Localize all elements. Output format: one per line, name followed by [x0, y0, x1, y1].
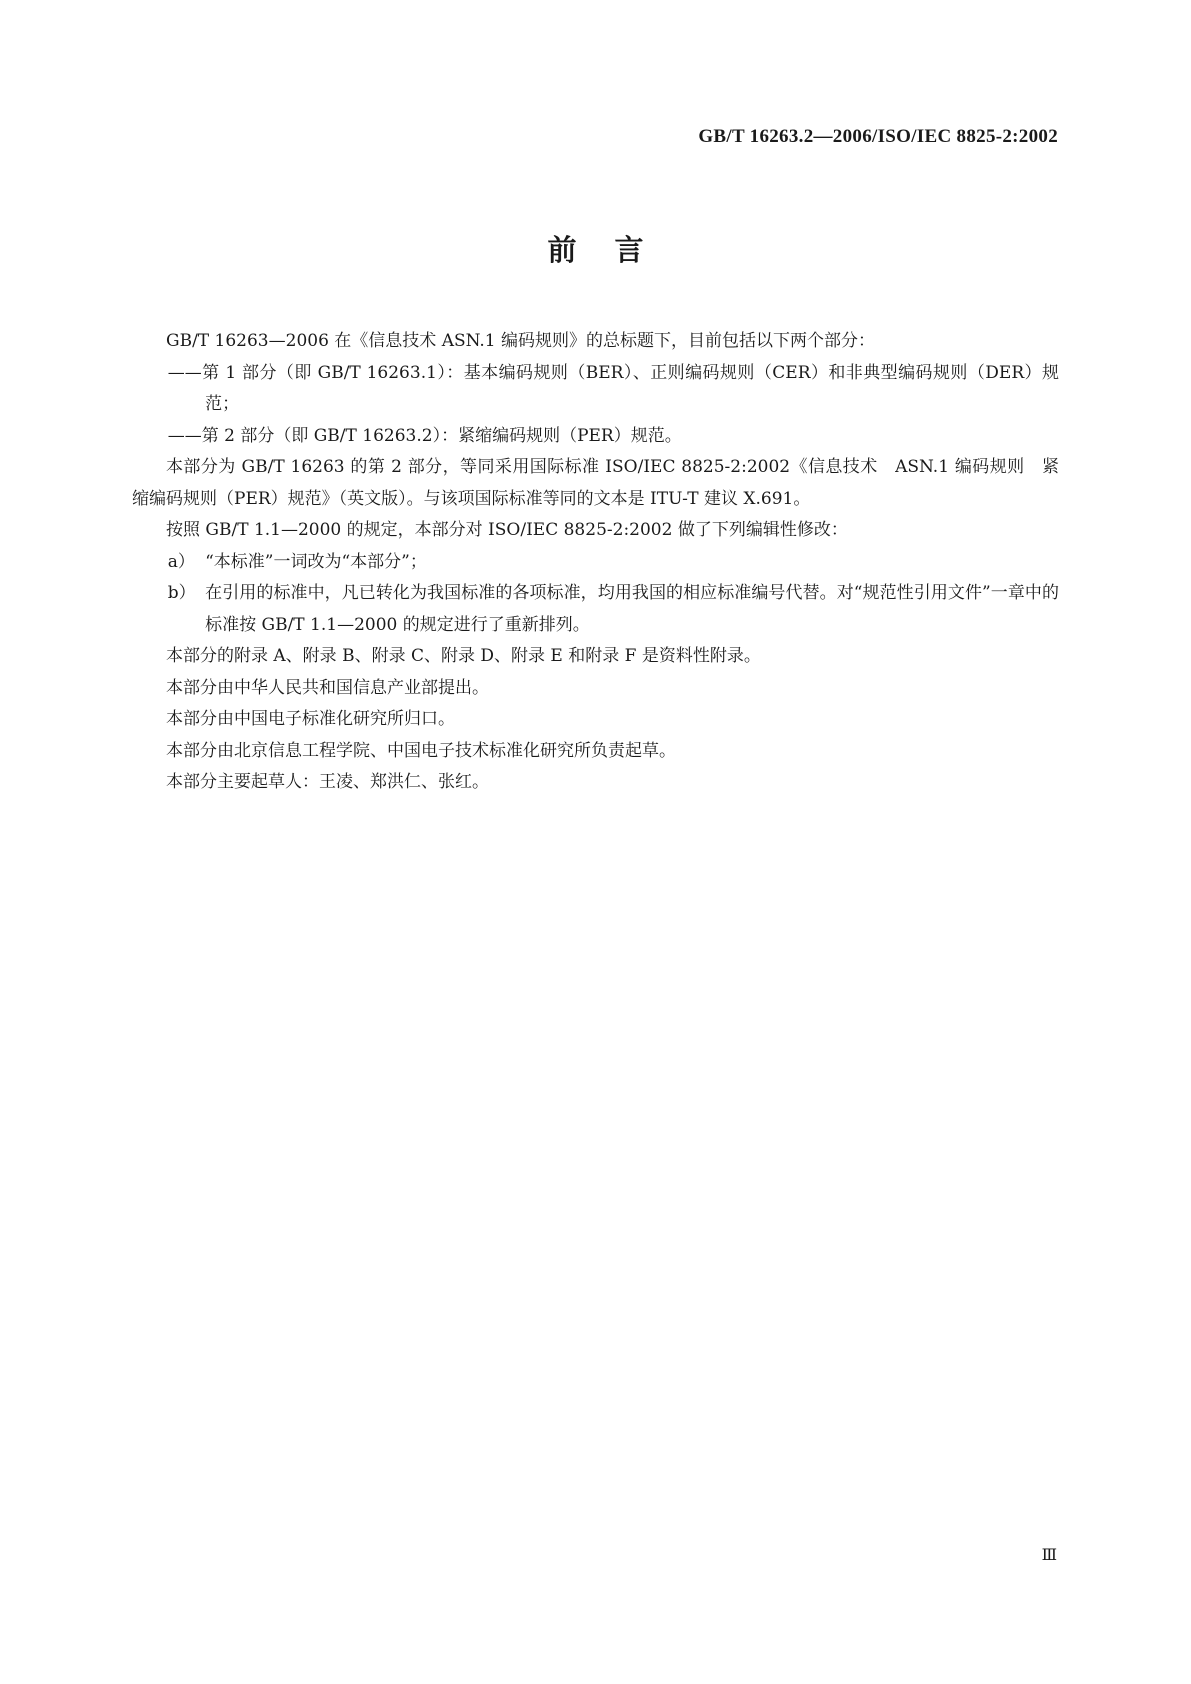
editorial-changes-paragraph: 按照 GB/T 1.1—2000 的规定，本部分对 ISO/IEC 8825-2:2002 做了下列编辑性修改：: [166, 520, 848, 540]
part-2-entry: ——第 2 部分（即 GB/T 16263.2）：紧缩编码规则（PER）规范。: [167, 425, 682, 446]
annexes-paragraph: 本部分的附录 A、附录 B、附录 C、附录 D、附录 E 和附录 F 是资料性附录。: [166, 646, 761, 666]
page-title: 前言: [547, 233, 682, 267]
drafted-by-paragraph: 本部分由北京信息工程学院、中国电子技术标准化研究所负责起草。: [166, 740, 676, 761]
list-item-a: [132, 547, 1059, 579]
list-item-a-text: “本标准”一词改为“本部分”；: [205, 551, 427, 572]
list-item-b-text: 在引用的标准中，凡已转化为我国标准的各项标准，均用我国的相应标准编号代替。对“规范性引用文件”一章中的标准按 GB/T 1.1—2000 的规定进行了重新排列。: [205, 583, 1059, 635]
centralized-by-paragraph: 本部分由中国电子标准化研究所归口。: [166, 709, 455, 729]
list-item-b: [132, 578, 1059, 641]
drafters-paragraph: 本部分主要起草人：王凌、郑洪仁、张红。: [166, 772, 489, 792]
adoption-paragraph: 本部分为 GB/T 16263 的第 2 部分，等同采用国际标准 ISO/IEC 8825-2:2002《信息技术 ASN.1 编码规则 紧缩编码规则（PER）规范》（英文版）。与该项国际标准等同的文本是 ITU-T 建议 X.691。: [132, 457, 1059, 509]
list-marker-a: a）: [167, 551, 195, 572]
proposed-by-paragraph: 本部分由中华人民共和国信息产业部提出。: [166, 677, 489, 698]
page-number: Ⅲ: [1041, 1547, 1057, 1564]
foreword-body: [132, 326, 1059, 799]
list-marker-b: b）: [167, 583, 196, 603]
standard-number-header: GB/T 16263.2—2006/ISO/IEC 8825-2:2002: [698, 126, 1058, 147]
intro-paragraph: GB/T 16263—2006 在《信息技术 ASN.1 编码规则》的总标题下，目前包括以下两个部分：: [166, 331, 876, 351]
part-1-entry: ——第 1 部分（即 GB/T 16263.1）：基本编码规则（BER）、正则编码规则（CER）和非典型编码规则（DER）规范；: [167, 362, 1059, 414]
